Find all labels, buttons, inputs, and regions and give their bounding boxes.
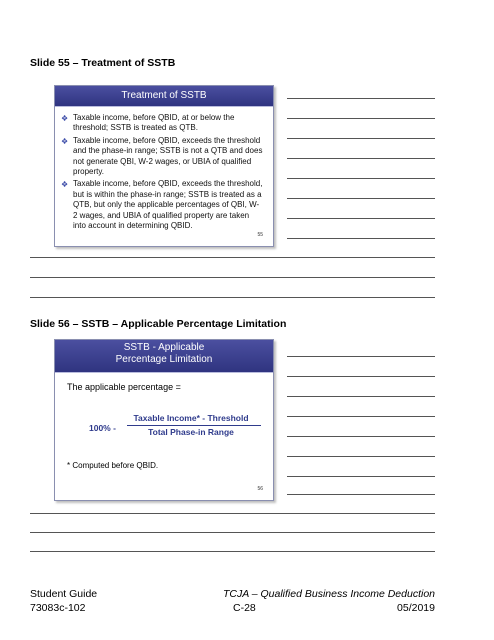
- formula-denominator: Total Phase-in Range: [148, 427, 234, 437]
- slide-56-heading: Slide 56 – SSTB – Applicable Percentage Limitation: [30, 318, 287, 330]
- note-line: [287, 158, 435, 159]
- slide-55-bullet-list: [55, 107, 273, 231]
- slide-56-thumbnail: [54, 339, 274, 501]
- note-line: [287, 494, 435, 495]
- note-line: [287, 436, 435, 437]
- footer-left-line1: Student Guide: [30, 588, 98, 600]
- note-line: [287, 98, 435, 99]
- note-line: [30, 551, 435, 552]
- slide-56-title: SSTB - Applicable Percentage Limitation: [55, 340, 273, 373]
- note-line: [287, 138, 435, 139]
- note-line: [287, 118, 435, 119]
- note-line: [30, 257, 435, 258]
- footer-left-line2: 73083c-102: [30, 602, 86, 614]
- slide-56-footnote: * Computed before QBID.: [67, 461, 159, 470]
- footer-page-number: C-28: [233, 602, 256, 614]
- slide-55-thumbnail: [54, 85, 274, 247]
- note-line: [287, 178, 435, 179]
- note-line: [287, 476, 435, 477]
- diamond-bullet-icon: ❖: [61, 114, 69, 123]
- note-line: [287, 396, 435, 397]
- slide-55-heading: Slide 55 – Treatment of SSTB: [30, 57, 176, 69]
- note-line: [30, 532, 435, 533]
- list-item: ❖ Taxable income, before QBID, exceeds the threshold and the phase-in range; SSTB is not a QTB and does not generate QBI, W-2 wages, or UBIA of qualified property.: [61, 135, 263, 177]
- note-line: [287, 198, 435, 199]
- note-line: [30, 277, 435, 278]
- note-line: [287, 238, 435, 239]
- diamond-bullet-icon: ❖: [61, 180, 69, 190]
- note-line: [30, 513, 435, 514]
- applicable-percentage-intro: The applicable percentage =: [67, 382, 181, 392]
- note-line: [287, 356, 435, 357]
- footer-doc-title: TCJA – Qualified Business Income Deduction: [222, 588, 435, 600]
- fraction-bar: [127, 425, 261, 426]
- list-item: ❖ Taxable income, before QBID, at or below the threshold; SSTB is treated as QTB.: [61, 113, 235, 133]
- slide-number: 55: [257, 232, 263, 238]
- note-line: [30, 297, 435, 298]
- slide-number: 56: [257, 486, 263, 492]
- note-line: [287, 456, 435, 457]
- diamond-bullet-icon: ❖: [61, 136, 69, 146]
- list-item: ❖ Taxable income, before QBID, exceeds the threshold, but is within the phase-in range; SSTB is treated as a QTB, but only the applicable percentages of QBI, W-2 wages, and UBIA of qualified property are taken into account in determining QBID.: [61, 179, 263, 231]
- footer-date: 05/2019: [397, 602, 435, 614]
- formula-lead: 100% -: [89, 423, 116, 433]
- note-line: [287, 416, 435, 417]
- note-line: [287, 218, 435, 219]
- note-line: [287, 376, 435, 377]
- slide-55-title: Treatment of SSTB: [55, 86, 273, 107]
- formula-numerator: Taxable Income* - Threshold: [133, 413, 249, 423]
